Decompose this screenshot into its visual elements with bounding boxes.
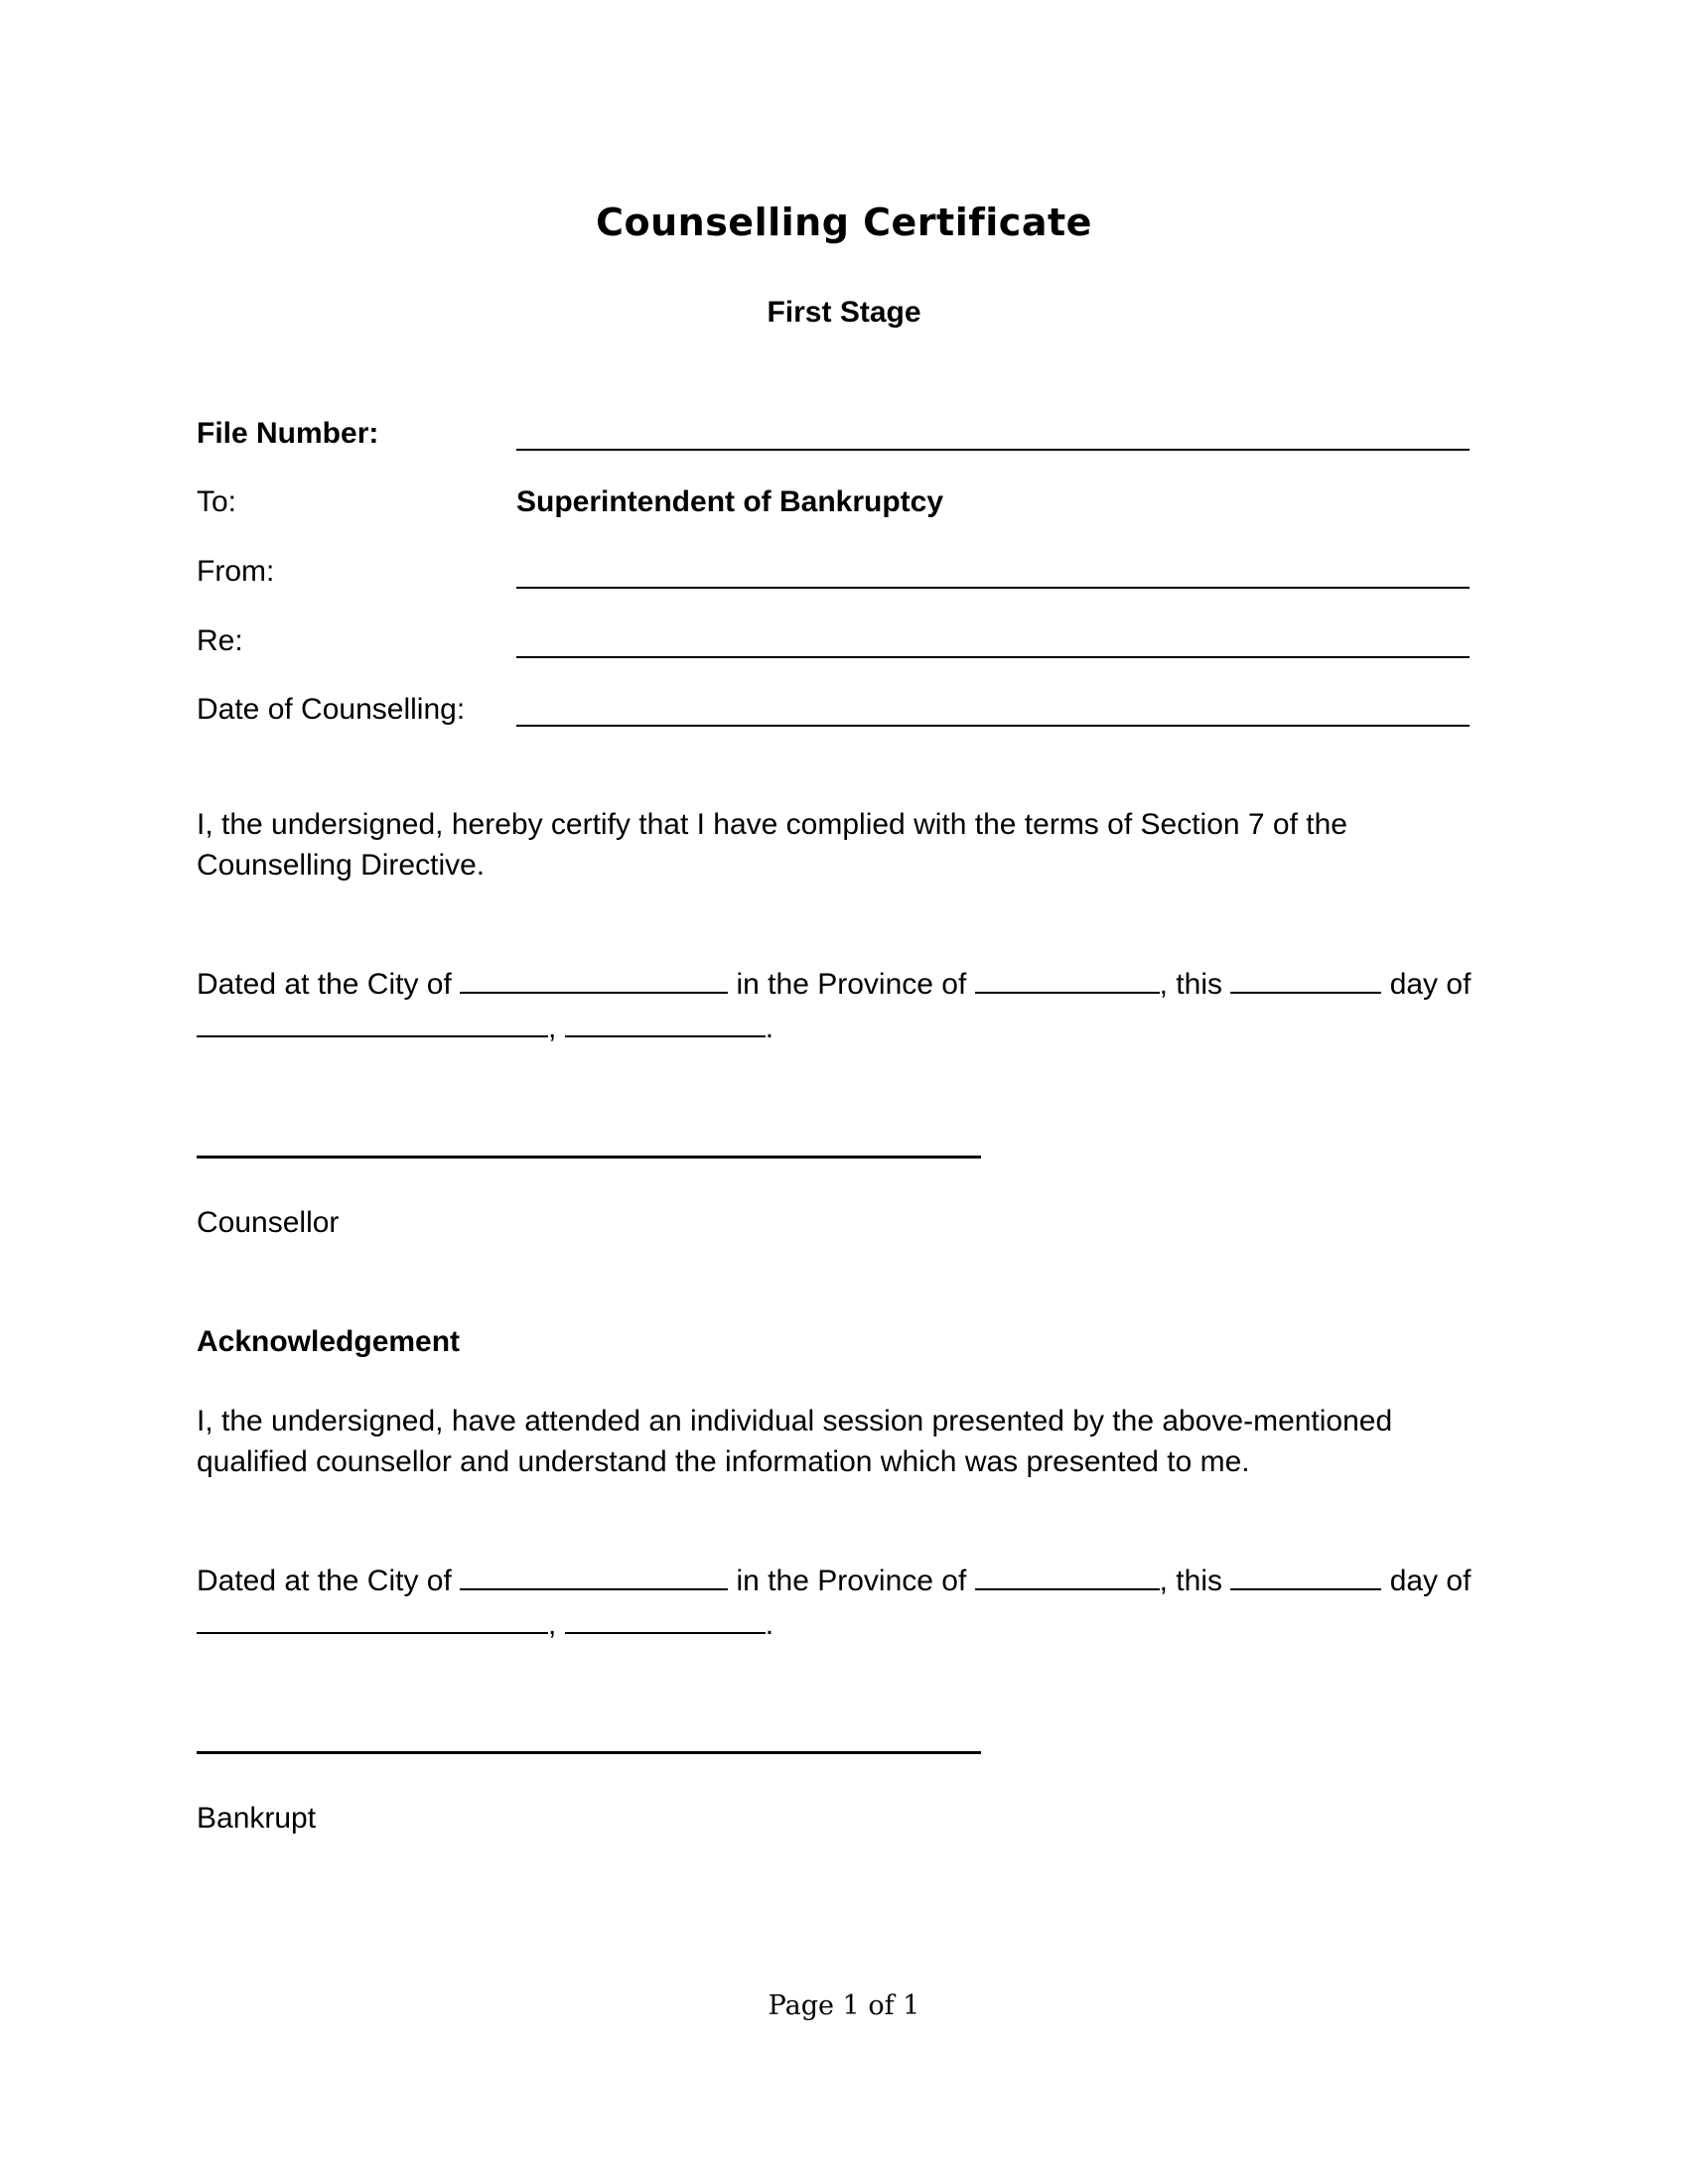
day-of-text: day of (1389, 968, 1472, 1001)
re-field[interactable] (516, 656, 1470, 658)
year-field[interactable] (565, 1602, 766, 1634)
province-field[interactable] (975, 962, 1160, 994)
page-number: Page 1 of 1 (768, 1990, 920, 2021)
file-number-field[interactable] (516, 449, 1470, 451)
city-field[interactable] (460, 1559, 728, 1590)
period: . (765, 1012, 774, 1044)
page-subtitle: First Stage (767, 296, 921, 329)
re-label: Re: (197, 624, 243, 657)
counsellor-signature-line[interactable] (197, 1156, 981, 1159)
dated-prefix: Dated at the City of (197, 1565, 452, 1597)
day-of-text: day of (1389, 1565, 1472, 1597)
this-text: , this (1159, 1565, 1222, 1597)
period: . (765, 1608, 774, 1641)
comma: , (548, 1012, 557, 1044)
province-text: in the Province of (736, 968, 967, 1001)
province-field[interactable] (975, 1559, 1160, 1590)
bankrupt-label: Bankrupt (197, 1802, 317, 1835)
file-number-label: File Number: (197, 417, 379, 450)
acknowledgement-statement: I, the undersigned, have attended an individual session presented by the above-mentioned qualified counsellor and understand the information which was presented to me. (197, 1405, 1393, 1478)
month-field[interactable] (197, 1602, 548, 1634)
date-of-counselling-field[interactable] (516, 725, 1470, 727)
acknowledgement-dated-line (197, 1559, 1471, 1603)
certification-statement: I, the undersigned, hereby certify that I have complied with the terms of Section 7 of the Counselling Directive. (197, 808, 1347, 882)
comma: , (548, 1608, 557, 1641)
acknowledgement-heading: Acknowledgement (197, 1325, 461, 1358)
from-field[interactable] (516, 587, 1470, 589)
dated-prefix: Dated at the City of (197, 968, 452, 1001)
province-text: in the Province of (736, 1565, 967, 1597)
page-title: Counselling Certificate (596, 201, 1092, 244)
date-of-counselling-label: Date of Counselling: (197, 693, 466, 726)
month-field[interactable] (197, 1006, 548, 1037)
year-field[interactable] (565, 1006, 766, 1037)
bankrupt-signature-line[interactable] (197, 1751, 981, 1754)
counsellor-label: Counsellor (197, 1206, 340, 1239)
day-field[interactable] (1230, 1559, 1381, 1590)
city-field[interactable] (460, 962, 728, 994)
to-value: Superintendent of Bankruptcy (516, 485, 944, 518)
from-label: From: (197, 555, 275, 588)
certification-dated-line-2 (197, 1006, 774, 1050)
acknowledgement-dated-line-2 (197, 1602, 774, 1647)
certification-dated-line (197, 962, 1471, 1007)
this-text: , this (1159, 968, 1222, 1001)
day-field[interactable] (1230, 962, 1381, 994)
to-label: To: (197, 485, 237, 518)
